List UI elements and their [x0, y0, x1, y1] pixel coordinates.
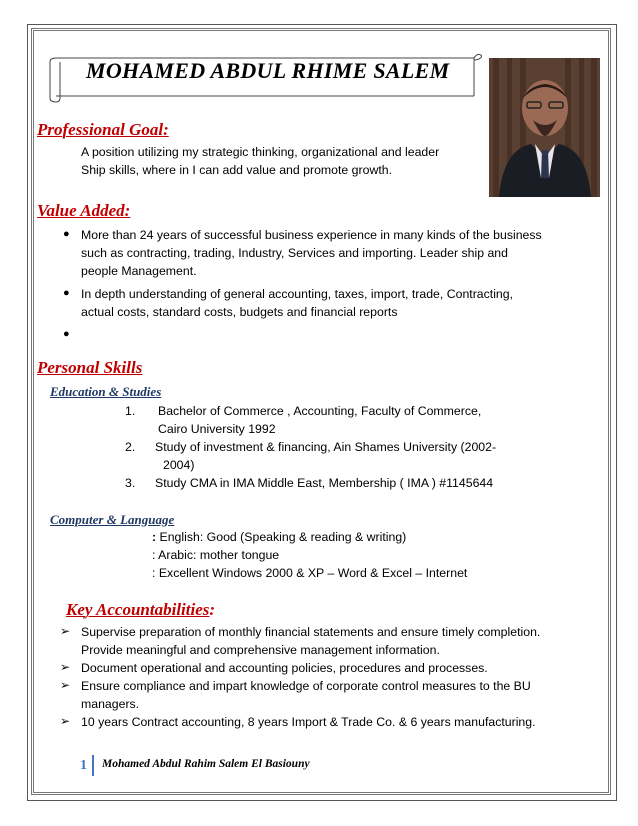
colon: :: [152, 566, 159, 580]
value-bullet-2-line-1: In depth understanding of general accounting, taxes, import, trade, Contracting,: [81, 287, 514, 301]
profile-photo: [489, 58, 600, 197]
acc-3-line-2: managers.: [81, 697, 140, 711]
bullet-dot: ●: [63, 287, 70, 299]
language-english: [152, 528, 406, 546]
footer-divider: [92, 755, 94, 776]
language-arabic: [152, 546, 279, 564]
heading-text: Key Accountabilities: [66, 600, 210, 619]
edu-1-line-2: Cairo University 1992: [158, 422, 276, 436]
bullet-dot: ●: [63, 228, 70, 240]
acc-1-line-2: Provide meaningful and comprehensive management information.: [81, 643, 440, 657]
bullet-dot-empty: ●: [63, 328, 70, 340]
edu-2-line-1: Study of investment & financing, Ain Shames University (2002-: [155, 440, 497, 454]
edu-2-line-2: 2004): [163, 458, 195, 472]
arrow-bullet-icon: ➢: [60, 714, 71, 728]
acc-4-line-1: 10 years Contract accounting, 8 years Import & Trade Co. & 6 years manufacturing.: [81, 715, 536, 729]
personal-skills-heading: Personal Skills: [37, 358, 143, 377]
value-bullet-1-line-1: More than 24 years of successful business experience in many kinds of the business: [81, 228, 542, 242]
edu-num-1: 1.: [125, 404, 136, 418]
computer-language-heading: Computer & Language: [50, 512, 175, 527]
value-bullet-1-line-3: people Management.: [81, 264, 197, 278]
goal-line-1: A position utilizing my strategic thinking, organizational and leader: [81, 145, 440, 159]
edu-1-line-1: Bachelor of Commerce , Accounting, Faculty of Commerce,: [158, 404, 482, 418]
edu-num-2: 2.: [125, 440, 136, 454]
colon: :: [152, 548, 159, 562]
arrow-bullet-icon: ➢: [60, 660, 71, 674]
professional-goal-heading: Professional Goal:: [37, 120, 169, 139]
arrow-bullet-icon: ➢: [60, 678, 71, 692]
goal-line-2: Ship skills, where in I can add value and promote growth.: [81, 163, 393, 177]
candidate-name: MOHAMED ABDUL RHIME SALEM: [86, 58, 450, 83]
value-bullet-2-line-2: actual costs, standard costs, budgets and financial reports: [81, 305, 398, 319]
edu-3-line-1: Study CMA in IMA Middle East, Membership ( IMA ) #1145644: [155, 476, 494, 490]
value-bullet-1-line-2: such as contracting, trading, Industry, Services and importing. Leader ship and: [81, 246, 508, 260]
education-heading: Education & Studies: [50, 384, 162, 399]
arabic-text: Arabic: mother tongue: [158, 548, 280, 562]
key-accountabilities-heading: [66, 600, 215, 620]
heading-colon: :: [209, 600, 216, 619]
colon: :: [152, 530, 160, 544]
acc-1-line-1: Supervise preparation of monthly financial statements and ensure timely completion.: [81, 625, 541, 639]
acc-2-line-1: Document operational and accounting policies, procedures and processes.: [81, 661, 488, 675]
computer-skills: [152, 564, 467, 582]
computer-text: Excellent Windows 2000 & XP – Word & Excel – Internet: [158, 566, 468, 580]
value-added-heading: Value Added:: [37, 201, 131, 220]
edu-num-3: 3.: [125, 476, 136, 490]
english-text: English: Good (Speaking & reading & writing): [159, 530, 407, 544]
acc-3-line-1: Ensure compliance and impart knowledge of corporate control measures to the BU: [81, 679, 531, 693]
page-number: 1: [80, 758, 87, 773]
footer-name: Mohamed Abdul Rahim Salem El Basiouny: [102, 758, 310, 770]
arrow-bullet-icon: ➢: [60, 624, 71, 638]
